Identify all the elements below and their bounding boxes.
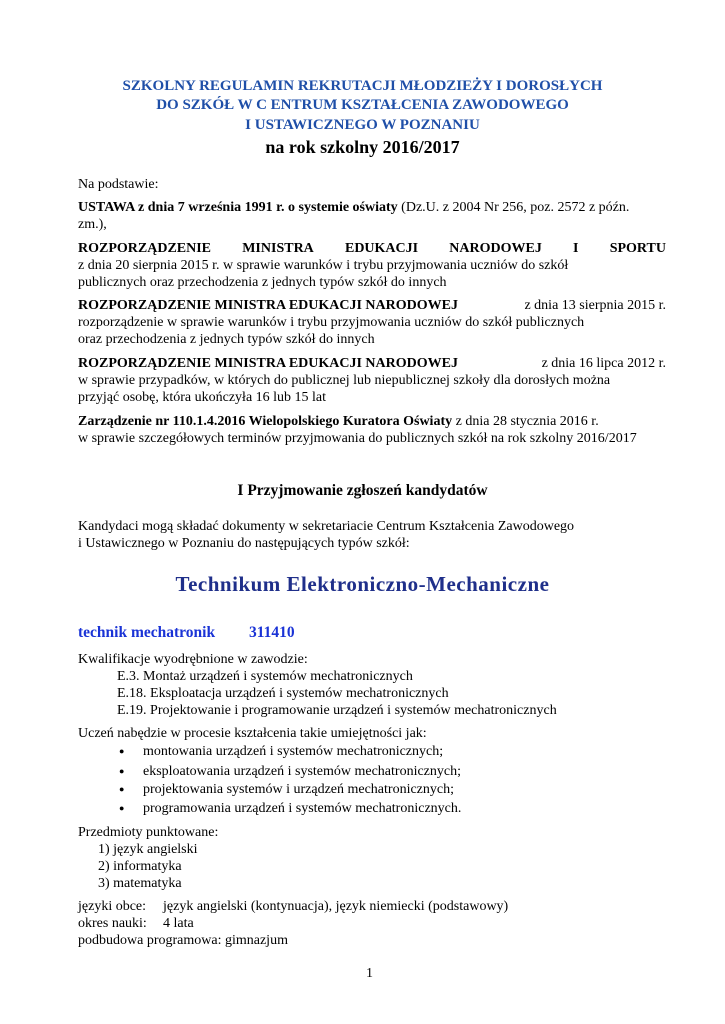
reg1-word: NARODOWEJ <box>449 241 542 256</box>
subject-item: 2) informatyka <box>98 859 182 874</box>
qualification-item: E.19. Projektowanie i programowanie urządzeń i systemów mechatronicznych <box>117 703 557 718</box>
act1-title: USTAWA z dnia 7 września 1991 r. o systemie oświaty <box>78 200 398 215</box>
reg1-word: MINISTRA <box>242 241 314 256</box>
qualification-item: E.3. Montaż urządzeń i systemów mechatronicznych <box>117 669 413 684</box>
page-number: 1 <box>366 966 373 981</box>
school-name: Technikum Elektroniczno-Mechaniczne <box>175 572 550 596</box>
reg3-line2: w sprawie przypadków, w których do publicznej lub niepublicznej szkoły dla dorosłych można <box>78 373 611 388</box>
act1-line2: zm.), <box>78 217 107 232</box>
bullet-icon: ● <box>119 746 125 756</box>
qualifications-intro: Kwalifikacje wyodrębnione w zawodzie: <box>78 652 308 667</box>
reg2-line1 <box>78 297 666 314</box>
reg3-date: z dnia 16 lipca 2012 r. <box>541 356 666 371</box>
reg3-title: ROZPORZĄDZENIE MINISTRA EDUKACJI NARODOWEJ <box>78 356 458 371</box>
bullet-icon: ● <box>119 766 125 776</box>
school-year-title: na rok szkolny 2016/2017 <box>265 137 460 157</box>
bullet-icon: ● <box>119 784 125 794</box>
ordinance-title: Zarządzenie nr 110.1.4.2016 Wielopolskiego Kuratora Oświaty <box>78 414 453 429</box>
act1-line1 <box>78 199 666 216</box>
profession-code: 311410 <box>249 624 295 641</box>
reg1-word: SPORTU <box>609 241 666 256</box>
program-basis: podbudowa programowa: gimnazjum <box>78 933 288 948</box>
subject-item: 3) matematyka <box>98 876 182 891</box>
skill-item: projektowania systemów i urządzeń mechatronicznych; <box>143 782 454 797</box>
skill-item: programowania urządzeń i systemów mechatronicznych. <box>143 801 462 816</box>
title-line-3: I USTAWICZNEGO W POZNANIU <box>245 117 480 133</box>
subjects-intro: Przedmioty punktowane: <box>78 825 219 840</box>
reg1-line3: publicznych oraz przechodzenia z jednych typów szkół do innych <box>78 275 447 290</box>
bullet-icon: ● <box>119 803 125 813</box>
qualification-item: E.18. Eksploatacja urządzeń i systemów mechatronicznych <box>117 686 449 701</box>
reg1-word: I <box>573 241 579 256</box>
basis-intro: Na podstawie: <box>78 177 159 192</box>
reg3-line3: przyjąć osobę, która ukończyła 16 lub 15 lat <box>78 390 327 405</box>
ordinance-line2: w sprawie szczegółowych terminów przyjmowania do publicznych szkół na rok szkolny 2016/2017 <box>78 431 637 446</box>
title-line-1: SZKOLNY REGULAMIN REKRUTACJI MŁODZIEŻY I DOROSŁYCH <box>122 78 603 94</box>
skill-item: eksploatowania urządzeń i systemów mechatronicznych; <box>143 764 461 779</box>
subject-item: 1) język angielski <box>98 842 198 857</box>
section-para-line1: Kandydaci mogą składać dokumenty w sekretariacie Centrum Kształcenia Zawodowego <box>78 519 575 534</box>
skills-intro: Uczeń nabędzie w procesie kształcenia takie umiejętności jak: <box>78 726 427 741</box>
section-heading: I Przyjmowanie zgłoszeń kandydatów <box>237 482 488 499</box>
skill-item: montowania urządzeń i systemów mechatronicznych; <box>143 744 444 759</box>
reg1-word: ROZPORZĄDZENIE <box>78 241 212 256</box>
ordinance-line1 <box>78 413 666 430</box>
languages-value: język angielski (kontynuacja), język niemiecki (podstawowy) <box>163 899 509 914</box>
reg2-line2: rozporządzenie w sprawie warunków i trybu przyjmowania uczniów do szkół publicznych <box>78 315 585 330</box>
reg2-line3: oraz przechodzenia z jednych typów szkół do innych <box>78 332 375 347</box>
reg1-line2: z dnia 20 sierpnia 2015 r. w sprawie warunków i trybu przyjmowania uczniów do szkół <box>78 258 569 273</box>
duration-label: okres nauki: <box>78 916 147 931</box>
ordinance-date: z dnia 28 stycznia 2016 r. <box>452 414 599 429</box>
reg3-line1 <box>78 355 666 372</box>
reg1-word: EDUKACJI <box>344 241 419 256</box>
languages-label: języki obce: <box>78 899 147 914</box>
reg2-date: z dnia 13 sierpnia 2015 r. <box>524 298 666 313</box>
act1-ref: (Dz.U. z 2004 Nr 256, poz. 2572 z późn. <box>397 200 630 215</box>
section-para-line2: i Ustawicznego w Poznaniu do następujących typów szkół: <box>78 536 410 551</box>
reg2-title: ROZPORZĄDZENIE MINISTRA EDUKACJI NARODOWEJ <box>78 298 458 313</box>
reg1-title <box>78 240 666 257</box>
title-line-2: DO SZKÓŁ W C ENTRUM KSZTAŁCENIA ZAWODOWEGO <box>156 97 569 113</box>
duration-value: 4 lata <box>163 916 194 931</box>
profession-name: technik mechatronik <box>78 624 216 641</box>
